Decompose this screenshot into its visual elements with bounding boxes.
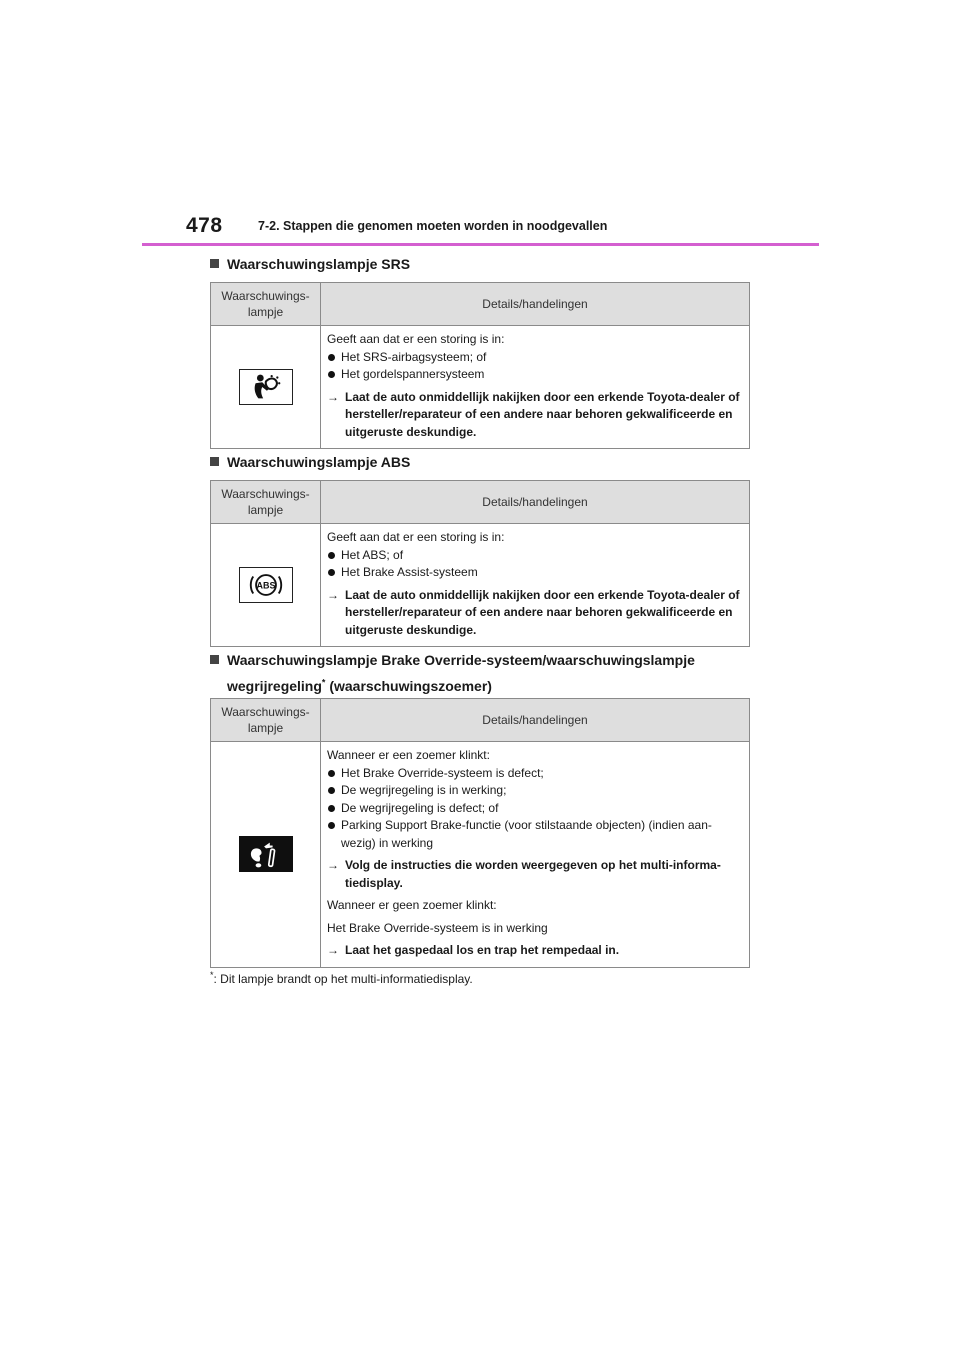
col-header-lamp-label: Waarschuwings- lampje: [221, 487, 310, 517]
details-cell: [321, 742, 750, 968]
col-header-lamp-label: Waarschuwings- lampje: [221, 289, 310, 319]
list-item: Het Brake Override-systeem is defect;: [327, 765, 743, 783]
details-cell: [321, 326, 750, 449]
arrow-right-icon: →: [327, 587, 339, 602]
list-item: De wegrijregeling is in werking;: [327, 782, 743, 800]
page-number: 478: [186, 214, 223, 237]
action-instruction-2: → Laat het gaspedaal los en trap het rempedaal in.: [327, 942, 743, 960]
list-item: De wegrijregeling is defect; of: [327, 800, 743, 818]
footnote: [210, 970, 473, 986]
action-instruction: → Laat de auto onmiddellijk nakijken door een erkende Toyota-dealer of hersteller/reparateur of een andere naar behoren gekwalificeerde en uitgeruste deskundige.: [327, 587, 740, 637]
lamp-cell: [211, 524, 321, 647]
list-item: Het gordelspannersysteem: [327, 366, 743, 384]
srs-table: [210, 282, 750, 449]
section-heading-srs: Waarschuwingslampje SRS: [210, 253, 410, 275]
details-intro: Wanneer er een zoemer klinkt:: [327, 748, 490, 762]
table-row: [211, 326, 750, 449]
col-header-lamp: [211, 699, 321, 742]
action-instruction: → Volg de instructies die worden weergegeven op het multi-informa-tiedisplay.: [327, 858, 721, 890]
table-header-row: [211, 699, 750, 742]
section-heading-abs: Waarschuwingslampje ABS: [210, 451, 410, 473]
airbag-warning-icon: [239, 369, 293, 405]
heading-square-icon: [210, 457, 219, 466]
chapter-title: 7-2. Stappen die genomen moeten worden in noodgevallen: [258, 219, 608, 233]
col-header-details: Details/handelingen: [321, 699, 750, 742]
table-row: [211, 742, 750, 968]
abs-warning-icon: [239, 567, 293, 603]
heading-square-icon: [210, 259, 219, 268]
lamp-cell: [211, 742, 321, 968]
table-row: [211, 524, 750, 647]
lamp-cell: [211, 326, 321, 449]
arrow-right-icon: →: [327, 389, 339, 404]
list-item: Het SRS-airbagsysteem; of: [327, 349, 743, 367]
abs-icon-text: ABS: [256, 580, 275, 591]
table-header-row: [211, 283, 750, 326]
list-item: Het ABS; of: [327, 547, 743, 565]
heading-square-icon: [210, 655, 219, 664]
list-item: Het Brake Assist-systeem: [327, 564, 743, 582]
col-header-lamp-label: Waarschuwings- lampje: [221, 705, 310, 735]
details-intro: Geeft aan dat er een storing is in:: [327, 530, 505, 544]
col-header-details: Details/handelingen: [321, 481, 750, 524]
list-item: Parking Support Brake-functie (voor stilstaande objecten) (indien aan-wezig) in werking: [327, 817, 743, 852]
table-header-row: [211, 481, 750, 524]
arrow-right-icon: →: [327, 943, 339, 957]
footnote-text: : Dit lampje brandt op het multi-informatiedisplay.: [213, 972, 473, 986]
col-header-lamp: [211, 481, 321, 524]
details-cell: [321, 524, 750, 647]
action-instruction: → Laat de auto onmiddellijk nakijken door een erkende Toyota-dealer of hersteller/reparateur of een andere naar behoren gekwalificeerde en uitgeruste deskundige.: [327, 389, 740, 439]
details-line-2: Het Brake Override-systeem is in werking: [327, 920, 548, 935]
col-header-details: Details/handelingen: [321, 283, 750, 326]
header-rule: [142, 243, 819, 246]
details-intro-2: Wanneer er geen zoemer klinkt:: [327, 898, 497, 912]
col-header-lamp: [211, 283, 321, 326]
arrow-right-icon: →: [327, 858, 339, 872]
brake-override-table: [210, 698, 750, 968]
details-intro: Geeft aan dat er een storing is in:: [327, 332, 505, 346]
footnote-mark: *: [210, 970, 214, 980]
abs-table: [210, 480, 750, 647]
brake-override-warning-icon: [239, 836, 293, 872]
section-heading-brake-override: Waarschuwingslampje Brake Override-systeem/waarschuwingslampje wegrijregeling* (waarschuwingszoemer): [210, 649, 695, 697]
